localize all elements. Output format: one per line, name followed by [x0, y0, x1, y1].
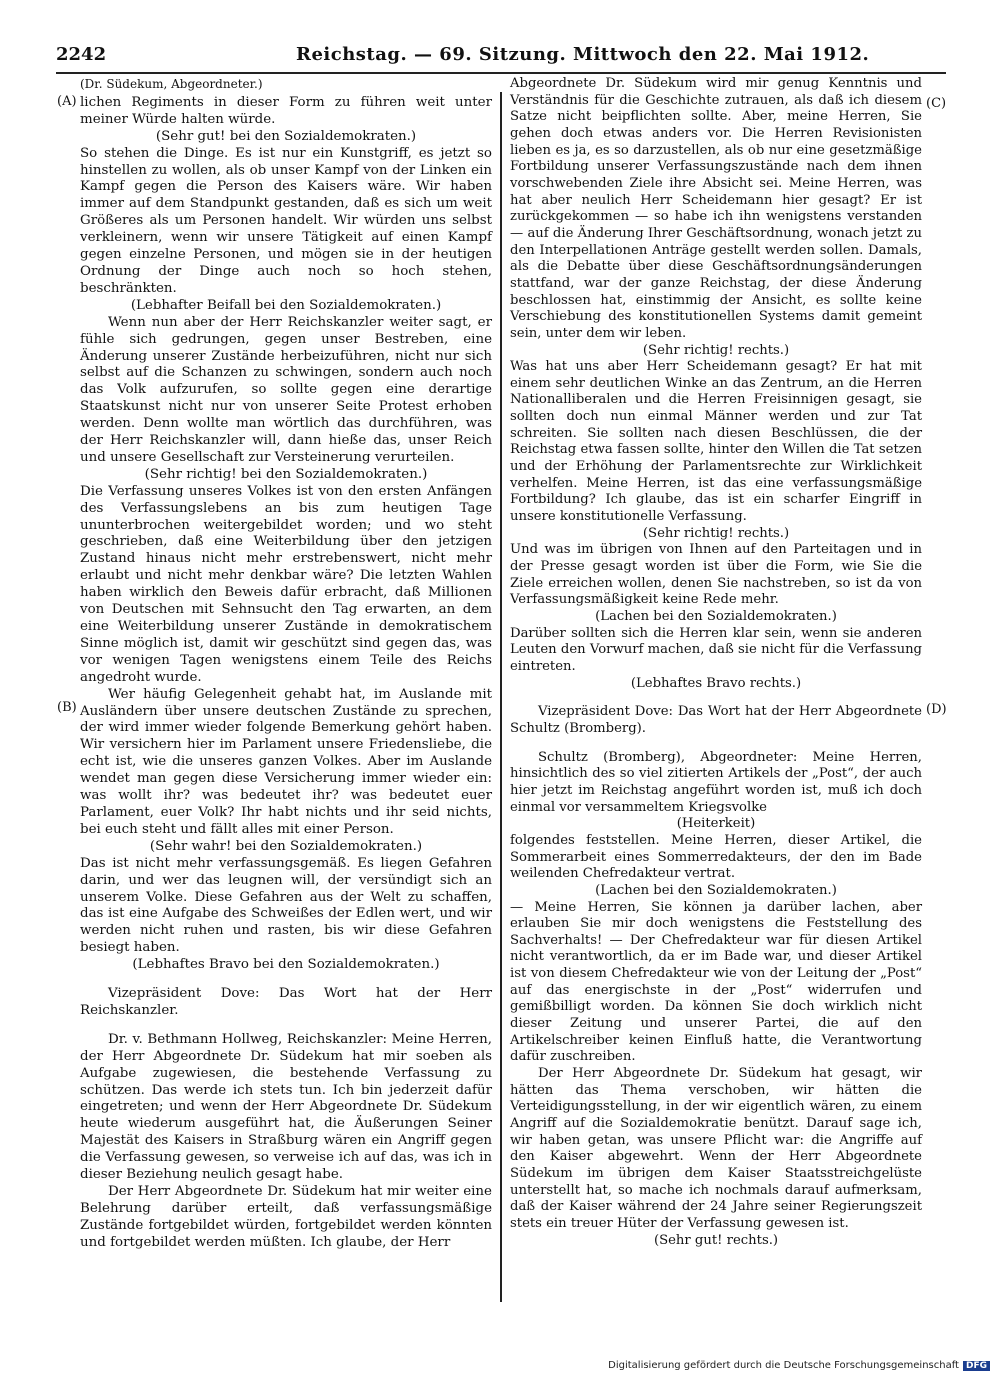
- paragraph: Wer häufig Gelegenheit gehabt hat, im Auslande mit Ausländern über unsere deutschen Zustände zu sprechen, der wird immer wieder folgende Bemerkung gehört haben. Wir versichern hier im Parlament unsere Friedensliebe, die echt ist, wie die unseres ganzen Volkes. Aber im Auslande wendet man gegen diese Versicherung immer wieder ein: was wollt ihr? was bedeutet ihr? was bedeutet euer Parlament, euer Volk? Ihr habt nichts und ihr seid nichts, bei euch steht und fällt alles mit einer Person.: [80, 686, 492, 837]
- paragraph-gap: [510, 692, 922, 704]
- page-number: 2242: [56, 44, 107, 65]
- paragraph: Der Herr Abgeordnete Dr. Südekum hat mir weiter eine Belehrung darüber erteilt, daß verfassungsmäßige Zustände fortgebildet würden, fortgebildet werden könnten und fortgebildet werden müßten. Ich glaube, der Herr: [80, 1184, 492, 1250]
- margin-marker-b: (B): [57, 700, 77, 715]
- paragraph: Das ist nicht mehr verfassungsgemäß. Es liegen Gefahren darin, und wer das leugnen will, der versündigt sich an unserem Volke. Diese Gefahren aus der Welt zu schaffen, das ist eine Aufgabe des Schweißes der Edlen wert, und wir werden nicht ruhen und rasten, bis wir diese Gefahren besiegt haben.: [80, 855, 492, 956]
- paragraph: — Meine Herren, Sie können ja darüber lachen, aber erlauben Sie mir doch wenigstens die Feststellung des Sachverhalts! — Der Chefredakteur war für diesen Artikel nicht verantwortlich, da er im Bade war, und dieser Artikel ist von diesem Chefredakteur wie von der Leitung der „Post“ auf das energischste in der „Post“ widerrufen und gemißbilligt worden. Da können Sie doch wirklich nicht dieser Zeitung und unserer Partei, die auf den Artikelschreiber keinen Einfluß hatte, die Verantwortung dafür zuschreiben.: [510, 899, 922, 1065]
- footer-text: Digitalisierung gefördert durch die Deutsche Forschungsgemeinschaft: [608, 1360, 959, 1371]
- paragraph: Wenn nun aber der Herr Reichskanzler weiter sagt, er fühle sich gedrungen, gegen unser Bestreben, eine Änderung unserer Zustände herbeizuführen, nicht nur sich selbst auf die Schanzen zu schwingen, sondern auch noch das Volk aufzurufen, so sollte gegen eine derartige Staatskunst nicht nur von unserer Seite Protest erhoben werden. Denn wollte man wörtlich das durchführen, was der Herr Reichskanzler will, dann hieße das, unser Reich und unsere Gesellschaft zur Versteinerung verurteilen.: [80, 314, 492, 465]
- dfg-logo: DFG: [963, 1361, 990, 1371]
- interjection: (Sehr richtig! bei den Sozialdemokraten.): [144, 466, 428, 482]
- paragraph: Und was im übrigen von Ihnen auf den Parteitagen und in der Presse gesagt worden ist über die Form, wie Sie die Ziele erreichen wollen, denen Sie nachstreben, so ist da von Verfassungsmäßigkeit keine Rede mehr.: [510, 542, 922, 608]
- interjection: (Sehr gut! bei den Sozialdemokraten.): [155, 128, 417, 144]
- paragraph: lichen Regiments in dieser Form zu führen weit unter meiner Würde halten würde.: [80, 94, 492, 127]
- paragraph: Vizepräsident Dove: Das Wort hat der Herr Reichskanzler.: [80, 986, 492, 1018]
- paragraph: So stehen die Dinge. Es ist nur ein Kunstgriff, es jetzt so hinstellen zu wollen, als ob unser Kampf von der Linken ein Kampf gegen die Person des Kaisers wäre. Wir haben immer auf dem Standpunkt gestanden, daß es sich um weit Größeres als um Personen handelt. Wir würden uns selbst verkleinern, wenn wir unsere Tätigkeit auf einen Kampf gegen einzelne Personen, und mögen sie in der heutigen Ordnung der Dinge auch noch so hoch stehen, beschränkten.: [80, 145, 492, 296]
- interjection: (Lebhaftes Bravo rechts.): [630, 675, 802, 691]
- paragraph: Schultz (Bromberg), Abgeordneter: Meine Herren, hinsichtlich des so viel zitierten Artikels der „Post“, der auch hier jetzt im Reichstag angeführt worden ist, muß ich doch einmal vor versammeltem Kriegsvolke: [510, 749, 922, 815]
- paragraph-gap: [80, 974, 492, 986]
- paragraph: (Dr. Südekum, Abgeordneter.): [80, 77, 263, 91]
- paragraph: folgendes feststellen. Meine Herren, dieser Artikel, die Sommerarbeit eines Sommerredakteurs, der den im Bade weilenden Chefredakteur vertrat.: [510, 832, 922, 882]
- footer-credit: [608, 1360, 990, 1371]
- page-title: Reichstag. — 69. Sitzung. Mittwoch den 22. Mai 1912.: [296, 44, 870, 65]
- column-divider: [500, 92, 502, 1302]
- page-header: [56, 44, 946, 74]
- interjection: (Sehr richtig! rechts.): [642, 525, 790, 541]
- paragraph: Was hat uns aber Herr Scheidemann gesagt? Er hat mit einem sehr deutlichen Winke an das Zentrum, an die Herren Nationalliberalen und die Herren Freisinnigen gesagt, sie sollten doch nun einmal Männer werden und zur Tat schreiten. Sie sollten nach diesen Beschlüssen, die der Reichstag etwa fassen sollte, hinter den Willen die Tat setzen und der Erhöhung der Parlamentsrechte zur Wirklichkeit verhelfen. Meine Herren, ist das eine verfassungsmäßige Fortbildung? Ich glaube, das ist ein scharfer Eingriff in unsere konstitutionelle Verfassung.: [510, 359, 922, 525]
- interjection: (Sehr richtig! rechts.): [642, 342, 790, 358]
- paragraph: Dr. v. Bethmann Hollweg, Reichskanzler: Meine Herren, der Herr Abgeordnete Dr. Südekum hat mir soeben als Aufgabe zugewiesen, die bestehende Verfassung zu schützen. Das werde ich stets tun. Ich bin jederzeit dafür eingetreten; und wenn der Herr Abgeordnete Dr. Südekum heute wiederum ausgeführt hat, die Äußerungen Seiner Majestät des Kaisers in Straßburg wären ein Angriff gegen die Verfassung gewesen, so verweise ich auf das, was ich in dieser Beziehung neulich gesagt habe.: [80, 1031, 492, 1183]
- paragraph: Darüber sollten sich die Herren klar sein, wenn sie anderen Leuten den Vorwurf machen, daß sie nicht für die Verfassung eintreten.: [510, 625, 922, 674]
- paragraph: Vizepräsident Dove: Das Wort hat der Herr Abgeordnete Schultz (Bromberg).: [510, 704, 922, 736]
- interjection: (Lebhafter Beifall bei den Sozialdemokraten.): [130, 297, 442, 313]
- interjection: (Lachen bei den Sozialdemokraten.): [595, 882, 837, 898]
- interjection: (Sehr gut! rechts.): [653, 1232, 779, 1248]
- header-rule: [56, 72, 946, 74]
- paragraph-gap: [510, 738, 922, 750]
- paragraph: Der Herr Abgeordnete Dr. Südekum hat gesagt, wir hätten das Thema verschoben, wir hätten die Verteidigungsstellung, in der wir eigentlich wären, zu einem Angriff auf die Sozialdemokratie benützt. Darauf sage ich, wir haben getan, was unsere Pflicht war: die Angriffe auf den Kaiser abgewehrt. Wenn der Herr Abgeordnete Südekum im übrigen dem Kaiser Staatsstreichgelüste unterstellt hat, so mache ich nochmals darauf aufmerksam, daß der Kaiser während der 24 Jahre seiner Regierungszeit stets ein treuer Hüter der Verfassung gewesen ist.: [510, 1066, 922, 1231]
- interjection: (Sehr wahr! bei den Sozialdemokraten.): [149, 838, 423, 854]
- margin-marker-a: (A): [57, 94, 77, 109]
- paragraph-gap: [80, 1020, 492, 1032]
- margin-marker-d: (D): [926, 702, 947, 717]
- right-column: [510, 76, 922, 1249]
- paragraph: Die Verfassung unseres Volkes ist von den ersten Anfängen des Verfassungslebens an bis zum heutigen Tage ununterbrochen weitergebildet worden; und wo steht geschrieben, daß eine Weiterbildung über den jetzigen Zustand hinaus nicht mehr erstrebenswert, nicht mehr erlaubt und nicht mehr denkbar wäre? Die letzten Wahlen haben wirklich den Beweis dafür erbracht, daß Millionen von Deutschen mit Sehnsucht den Tag erwarten, an dem eine Weiterbildung unserer Zustände in demokratischem Sinne möglich ist, damit wir geschützt sind gegen das, was vor wenigen Tagen wenigstens einem Teile des Reichs angedroht wurde.: [80, 483, 492, 685]
- left-column: [80, 76, 492, 1252]
- margin-marker-c: (C): [926, 96, 947, 111]
- interjection: (Heiterkeit): [676, 816, 756, 832]
- interjection: (Lebhaftes Bravo bei den Sozialdemokraten.): [132, 957, 440, 973]
- paragraph: Abgeordnete Dr. Südekum wird mir genug Kenntnis und Verständnis für die Geschichte zutrauen, als daß ich diesem Satze nicht beipflichten sollte. Aber, meine Herren, Sie gehen doch etwas anders vor. Die Herren Revisionisten lieben es ja, es so darzustellen, als ob nur eine gesetzmäßige Fortbildung unserer Verfassungszustände nach dem ihnen vorschwebenden Ziele ihre Absicht sei. Meine Herren, was hat aber neulich Herr Scheidemann hier gesagt? Er ist zurückgekommen — so habe ich ihn wenigstens verstanden — auf die Änderung Ihrer Geschäftsordnung, wonach jetzt zu den Interpellationen Anträge gestellt werden sollen. Damals, als die Debatte über diese Geschäftsordnungsänderungen stattfand, war der ganze Reichstag, der diese Änderung beschlossen hat, einstimmig der Ansicht, es sollte keine Verschiebung des konstitutionellen Systems damit gemeint sein, unter dem wir leben.: [510, 76, 922, 341]
- interjection: (Lachen bei den Sozialdemokraten.): [595, 609, 837, 624]
